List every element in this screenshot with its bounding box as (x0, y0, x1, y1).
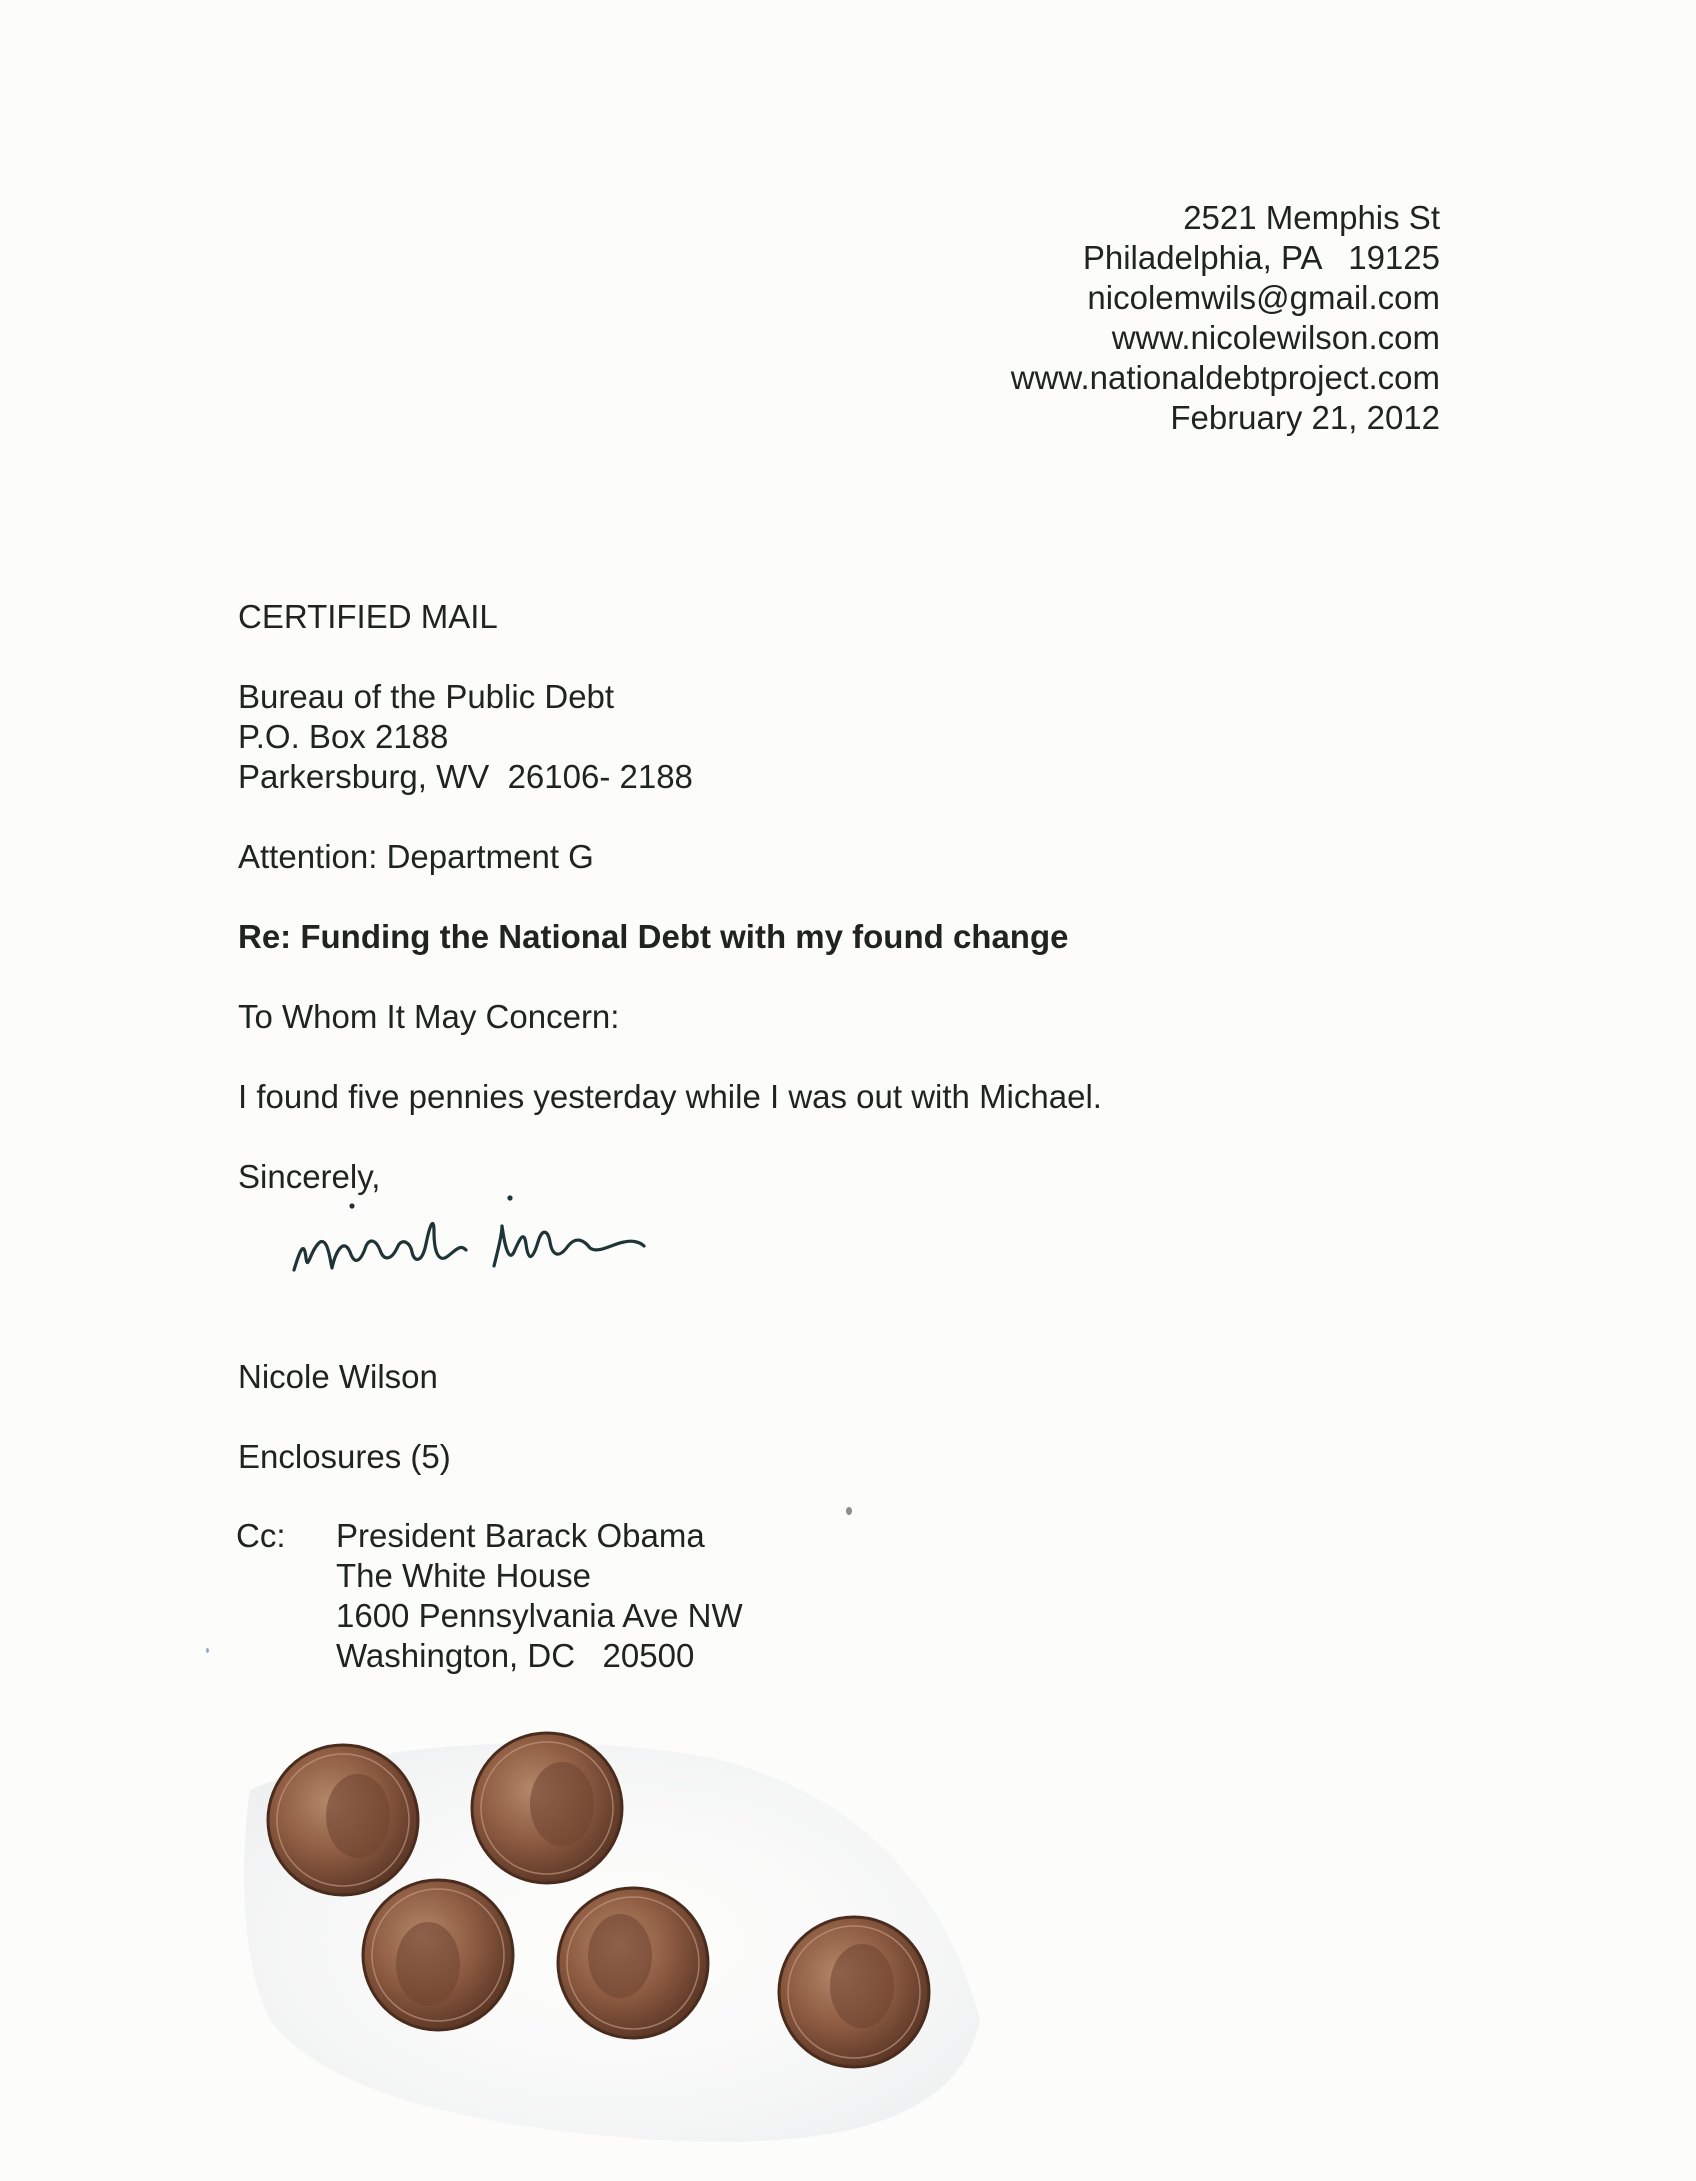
cc-organization: The White House (336, 1557, 591, 1594)
cc-address-block (336, 1516, 743, 1676)
cc-label: Cc: (236, 1517, 286, 1554)
closing: Sincerely, (238, 1158, 381, 1195)
cc-city-state-zip: Washington, DC 20500 (336, 1637, 695, 1674)
paper-speck (206, 1648, 209, 1653)
letter-body: I found five pennies yesterday while I was out with Michael. (238, 1078, 1102, 1115)
mail-type: CERTIFIED MAIL (238, 598, 498, 635)
sender-street: 2521 Memphis St (1183, 199, 1440, 236)
penny-3 (363, 1880, 513, 2030)
enclosed-pennies (240, 1720, 1000, 2160)
penny-4 (558, 1888, 708, 2038)
sender-website-2: www.nationaldebtproject.com (1010, 359, 1440, 396)
recipient-po-box: P.O. Box 2188 (238, 718, 449, 755)
subject-line: Re: Funding the National Debt with my found change (238, 918, 1069, 955)
recipient-city-state-zip: Parkersburg, WV 26106- 2188 (238, 758, 693, 795)
attention-line: Attention: Department G (238, 838, 594, 875)
paper-speck (846, 1507, 852, 1515)
letter-date: February 21, 2012 (1170, 399, 1440, 436)
recipient-name: Bureau of the Public Debt (238, 678, 615, 715)
penny-1 (268, 1745, 418, 1895)
cc-street: 1600 Pennsylvania Ave NW (336, 1597, 743, 1634)
sender-address-block (1011, 198, 1440, 438)
salutation: To Whom It May Concern: (238, 998, 620, 1035)
cc-name: President Barack Obama (336, 1517, 705, 1554)
handwritten-signature (280, 1180, 680, 1300)
sender-email: nicolemwils@gmail.com (1087, 279, 1440, 316)
penny-5 (779, 1917, 929, 2067)
sender-website-1: www.nicolewilson.com (1111, 319, 1440, 356)
penny-2 (472, 1733, 622, 1883)
signer-name: Nicole Wilson (238, 1358, 438, 1395)
sender-city-state-zip: Philadelphia, PA 19125 (1082, 239, 1440, 276)
recipient-address-block (238, 677, 693, 797)
enclosures-line: Enclosures (5) (238, 1438, 451, 1475)
